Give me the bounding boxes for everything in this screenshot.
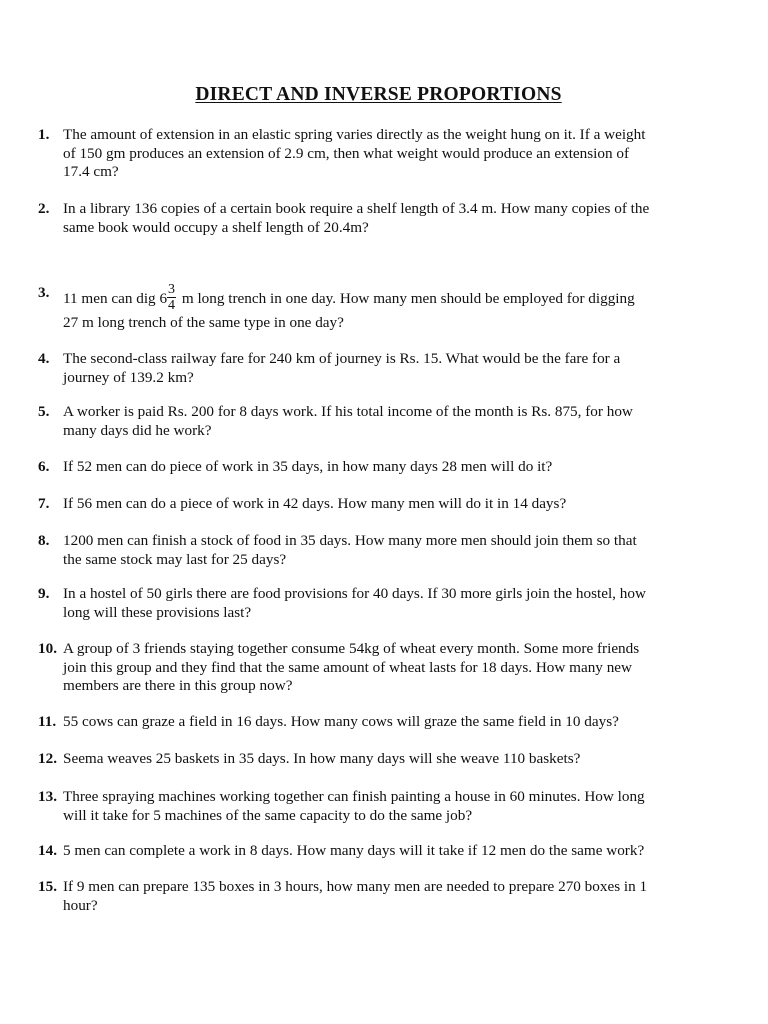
question-line: long will these provisions last? <box>63 603 252 621</box>
question-line: A group of 3 friends staying together consume 54kg of wheat every month. Some more friends <box>63 640 640 657</box>
question-line: The second-class railway fare for 240 km of journey is Rs. 15. What would be the fare for a <box>63 350 621 367</box>
question-text <box>63 200 718 237</box>
question-line: The amount of extension in an elastic spring varies directly as the weight hung on it. If a weight <box>63 126 646 143</box>
question-line: In a library 136 copies of a certain book require a shelf length of 3.4 m. How many copies of the <box>63 200 650 217</box>
question-line: If 52 men can do piece of work in 35 days, in how many days 28 men will do it? <box>63 458 553 475</box>
page-title: DIRECT AND INVERSE PROPORTIONS <box>195 84 562 105</box>
question-number: 2. <box>38 200 50 217</box>
question-number: 6. <box>38 458 50 475</box>
question-number: 9. <box>38 585 50 602</box>
question-line: hour? <box>63 896 98 914</box>
question-line: 55 cows can graze a field in 16 days. How many cows will graze the same field in 10 days? <box>63 713 619 730</box>
question-line: many days did he work? <box>63 421 212 439</box>
question-2 <box>38 200 718 237</box>
question-line: If 56 men can do a piece of work in 42 days. How many men will do it in 14 days? <box>63 495 567 512</box>
question-text <box>63 350 718 387</box>
question-12 <box>38 750 718 769</box>
question-text-after-fraction: m long trench in one day. How many men should be employed for digging <box>178 289 635 307</box>
question-line: the same stock may last for 25 days? <box>63 550 287 568</box>
question-line: Seema weaves 25 baskets in 35 days. In how many days will she weave 110 baskets? <box>63 750 581 767</box>
question-number: 14. <box>38 842 57 859</box>
question-text <box>63 713 718 732</box>
question-number: 10. <box>38 640 57 657</box>
question-line: 27 m long trench of the same type in one day? <box>63 314 344 331</box>
question-text <box>63 878 718 915</box>
question-line: will it take for 5 machines of the same capacity to do the same job? <box>63 806 473 824</box>
question-text <box>63 842 718 861</box>
fraction-denominator: 4 <box>168 298 176 313</box>
question-line: A worker is paid Rs. 200 for 8 days work. If his total income of the month is Rs. 875, for how <box>63 403 633 420</box>
question-14 <box>38 842 718 861</box>
question-3 <box>38 284 718 334</box>
question-number: 7. <box>38 495 50 512</box>
question-line: of 150 gm produces an extension of 2.9 cm, then what weight would produce an extension of <box>63 144 630 162</box>
question-number: 15. <box>38 878 57 895</box>
question-text <box>63 458 718 477</box>
question-8 <box>38 532 718 569</box>
question-7 <box>38 495 718 514</box>
question-number: 8. <box>38 532 50 549</box>
question-line: If 9 men can prepare 135 boxes in 3 hours, how many men are needed to prepare 270 boxes in 1 <box>63 878 648 895</box>
question-text <box>63 750 718 769</box>
question-line: join this group and they find that the same amount of wheat lasts for 18 days. How many new <box>63 658 632 676</box>
question-line: In a hostel of 50 girls there are food provisions for 40 days. If 30 more girls join the hostel, how <box>63 585 646 602</box>
question-text <box>63 403 718 440</box>
question-6 <box>38 458 718 477</box>
mixed-fraction <box>167 282 176 313</box>
question-number: 13. <box>38 788 57 805</box>
question-number: 5. <box>38 403 50 420</box>
question-5 <box>38 403 718 440</box>
question-text <box>63 585 718 622</box>
fraction-numerator: 3 <box>168 282 176 297</box>
question-text <box>63 495 718 514</box>
question-text <box>63 126 718 182</box>
question-line: Three spraying machines working together can finish painting a house in 60 minutes. How long <box>63 788 645 805</box>
question-line: 17.4 cm? <box>63 163 119 181</box>
question-line: same book would occupy a shelf length of 20.4m? <box>63 218 369 236</box>
question-line: journey of 139.2 km? <box>63 368 194 386</box>
question-number: 11. <box>38 713 57 730</box>
question-number: 1. <box>38 126 50 143</box>
question-11 <box>38 713 718 732</box>
question-text-before-fraction: 11 men can dig 6 <box>63 289 168 307</box>
question-15 <box>38 878 718 915</box>
question-13 <box>38 788 718 825</box>
question-line: members are there in this group now? <box>63 677 293 695</box>
question-number: 3. <box>38 284 50 301</box>
question-text <box>63 532 718 569</box>
question-line: 1200 men can finish a stock of food in 35 days. How many more men should join them so that <box>63 532 637 549</box>
question-9 <box>38 585 718 622</box>
question-number: 12. <box>38 750 57 767</box>
question-text <box>63 788 718 825</box>
question-text <box>63 640 718 696</box>
question-number: 4. <box>38 350 50 367</box>
question-10 <box>38 640 718 696</box>
question-1 <box>38 126 718 182</box>
question-4 <box>38 350 718 387</box>
question-line: 5 men can complete a work in 8 days. How many days will it take if 12 men do the same work? <box>63 842 645 859</box>
question-line <box>63 284 635 315</box>
